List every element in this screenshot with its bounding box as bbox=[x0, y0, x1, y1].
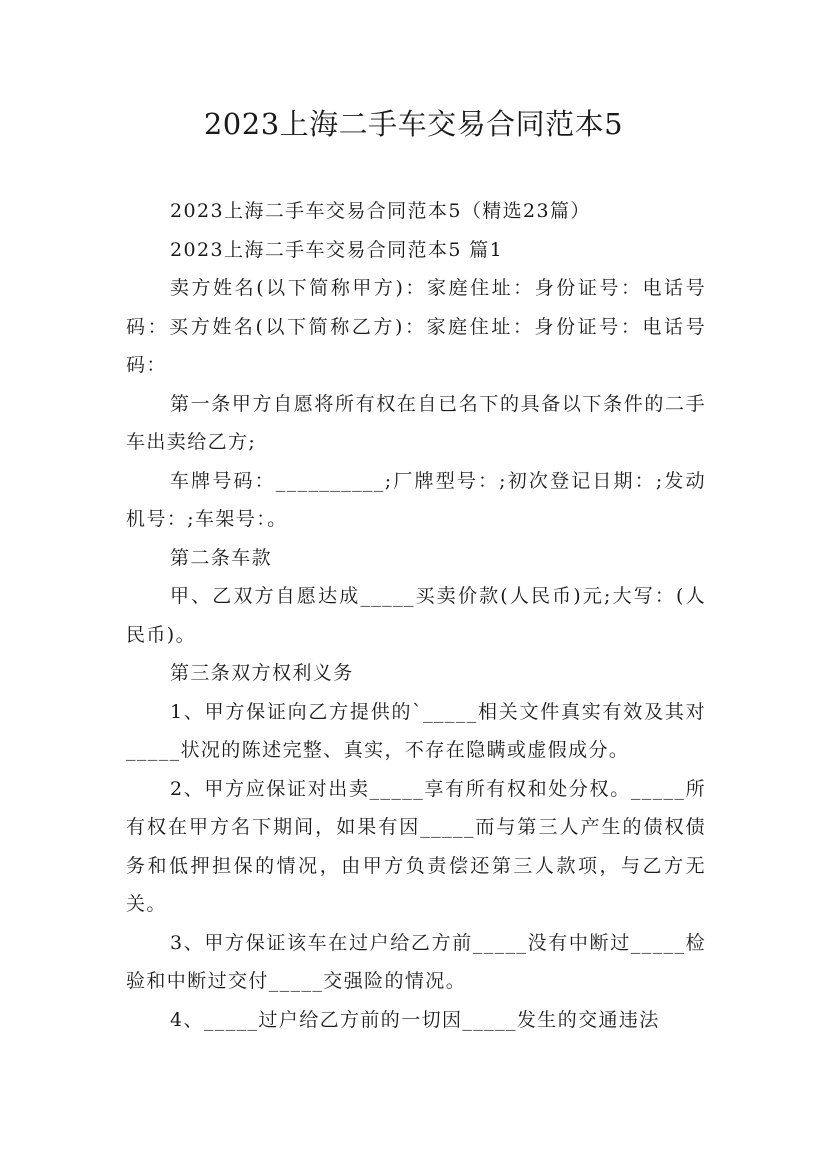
paragraph-section-heading: 2023上海二手车交易合同范本5 篇1 bbox=[170, 238, 504, 261]
paragraph-article-1: 第一条甲方自愿将所有权在自已名下的具备以下条件的二手车出卖给乙方; bbox=[126, 392, 706, 453]
paragraph-vehicle-info: 车牌号码：__________;厂牌型号：;初次登记日期：;发动机号：;车架号：。 bbox=[126, 469, 706, 530]
paragraph-clause-3: 3、甲方保证该车在过户给乙方前_____没有中断过_____检验和中断过交付_____交强险的情况。 bbox=[126, 931, 706, 992]
paragraph-clause-4: 4、_____过户给乙方前的一切因_____发生的交通违法 bbox=[170, 1008, 660, 1031]
paragraph-clause-1: 1、甲方保证向乙方提供的`_____相关文件真实有效及其对_____状况的陈述完整、真实，不存在隐瞒或虚假成分。 bbox=[126, 700, 706, 761]
paragraph-article-3-heading: 第三条双方权利义务 bbox=[170, 662, 354, 684]
paragraph-parties: 卖方姓名(以下简称甲方)：家庭住址：身份证号：电话号码：买方姓名(以下简称乙方)：家庭住址：身份证号：电话号码： bbox=[126, 277, 706, 376]
document-title: 2023上海二手车交易合同范本5 bbox=[203, 107, 624, 141]
paragraph-clause-2: 2、甲方应保证对出卖_____享有所有权和处分权。_____所有权在甲方名下期间，如果有因_____而与第三人产生的债权债务和低押担保的情况，由甲方负责偿还第三人款项，与乙方无关。 bbox=[126, 777, 706, 915]
paragraph-subtitle: 2023上海二手车交易合同范本5（精选23篇） bbox=[170, 200, 591, 222]
paragraph-price: 甲、乙双方自愿达成_____买卖价款(人民币)元;大写：(人民币)。 bbox=[126, 585, 706, 646]
paragraph-article-2-heading: 第二条车款 bbox=[170, 546, 273, 569]
document-body bbox=[126, 192, 706, 1039]
